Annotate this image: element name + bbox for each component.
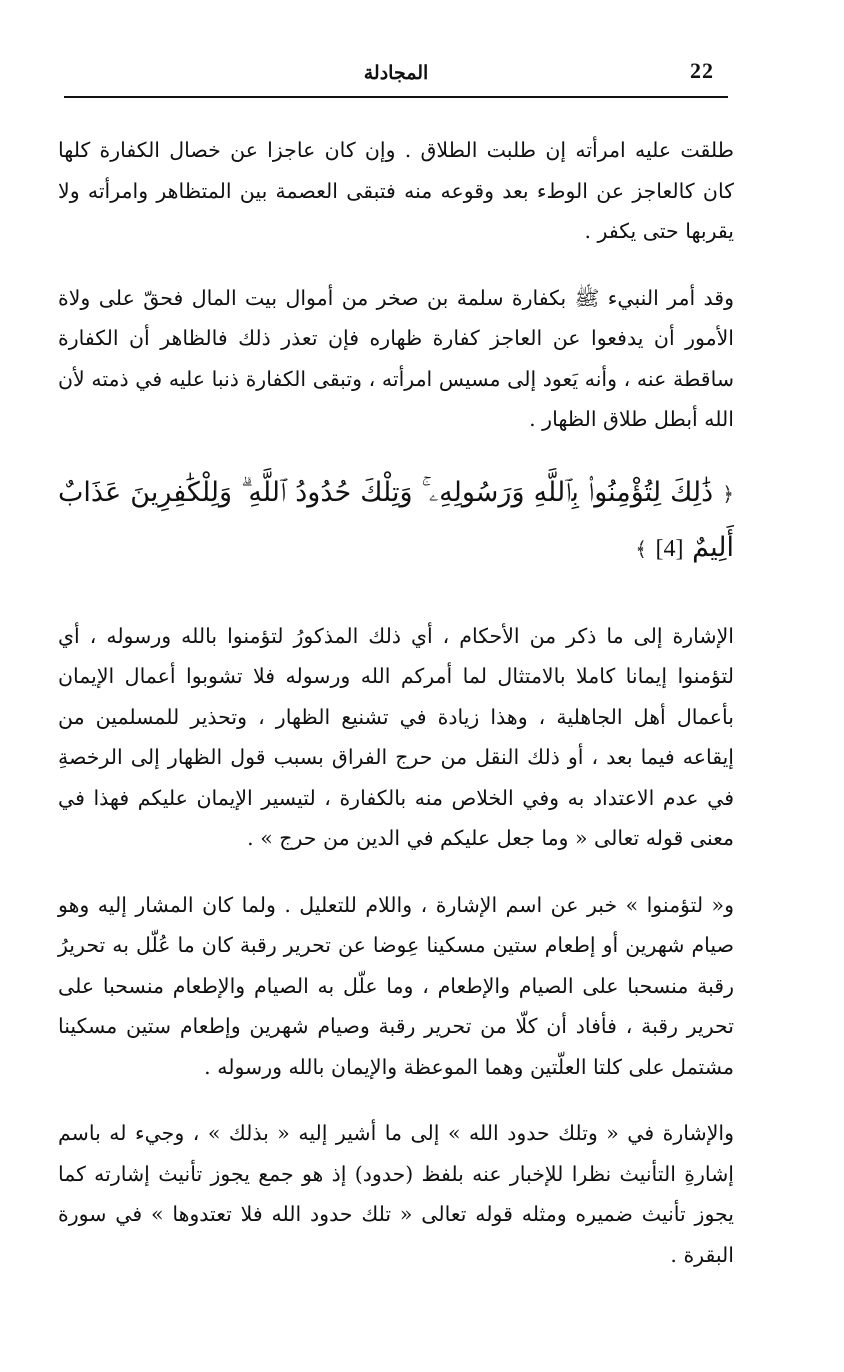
commentary-paragraph-1: الإشارة إلى ما ذكر من الأحكام ، أي ذلك المذكورُ لتؤمنوا بالله ورسوله ، أي لتؤمنوا إيمانا كاملا بالامتثال لما أمركم الله ورسوله فلا تشوبوا أعمال الإيمان بأعمال أهل الجاهلية ، وهذا زيادة في تشنيع الظهار ، وتحذير للمسلمين من إيقاعه فيما بعد ، أو ذلك النقل من حرج الفراق بسبب قول الظهار إلى الرخصةِ في عدم الاعتداد به وفي الخلاص منه بالكفارة ، لتيسير الإيمان عليكم فهذا في معنى قوله تعالى « وما جعل عليكم في الدين من حرج » . — [58, 623, 734, 850]
page-body — [58, 130, 734, 1301]
commentary-paragraph-2: و« لتؤمنوا » خبر عن اسم الإشارة ، واللام للتعليل . ولما كان المشار إليه وهو صيام شهرين أو إطعام ستين مسكينا عِوضا عن تحرير رقبة كان ما عُلّل به تحريرُ رقبة منسحبا على الصيام والإطعام ، وما علّل به الصيام والإطعام منسحبا على تحرير رقبة ، فأفاد أن كلّا من تحرير رقبة وصيام شهرين وإطعام ستين مسكينا مشتمل على كلتا العلّتين وهما الموعظة والإيمان بالله ورسوله . — [58, 892, 734, 1079]
page-number: 22 — [690, 58, 714, 83]
paragraph-1: طلقت عليه امرأته إن طلبت الطلاق . وإن كان عاجزا عن خصال الكفارة كلها كان كالعاجز عن الوطء بعد وقوعه منه فتبقى العصمة بين المتظاهر وامرأته ولا يقربها حتى يكفر . — [58, 138, 734, 243]
verse-open-mark: ﴿ — [722, 481, 734, 506]
page-header — [64, 56, 728, 92]
verse-reference: [4] — [655, 535, 684, 562]
header-rule — [64, 96, 728, 98]
commentary-paragraph-3: والإشارة في « وتلك حدود الله » إلى ما أشير إليه « بذلك » ، وجيء له باسم إشارةِ التأنيث نظرا للإخبار عنه بلفظ (حدود) إذ هو جمع يجوز تأنيث إشارته كما يجوز تأنيث ضميره ومثله قوله تعالى « تلك حدود الله فلا تعتدوها » في سورة البقرة . — [58, 1121, 734, 1267]
quran-verse — [58, 466, 734, 576]
verse-text: ذَٰلِكَ لِتُؤْمِنُوا۟ بِٱللَّهِ وَرَسُولِهِۦ ۚ وَتِلْكَ حُدُودُ ٱللَّهِ ۗ وَلِلْكَٰفِرِينَ عَذَابٌ أَلِيمٌ — [58, 476, 734, 563]
paragraph-2: وقد أمر النبيء ﷺ بكفارة سلمة بن صخر من أموال بيت المال فحقّ على ولاة الأمور أن يدفعوا عن العاجز كفارة ظهاره فإن تعذر ذلك فالظاهر أن الكفارة ساقطة عنه ، وأنه يَعود إلى مسيس امرأته ، وتبقى الكفارة ذنبا عليه في ذمته لأن الله أبطل طلاق الظهار . — [58, 285, 734, 431]
verse-close-mark: ﴾ — [635, 536, 647, 561]
running-title: المجادلة — [363, 62, 429, 84]
